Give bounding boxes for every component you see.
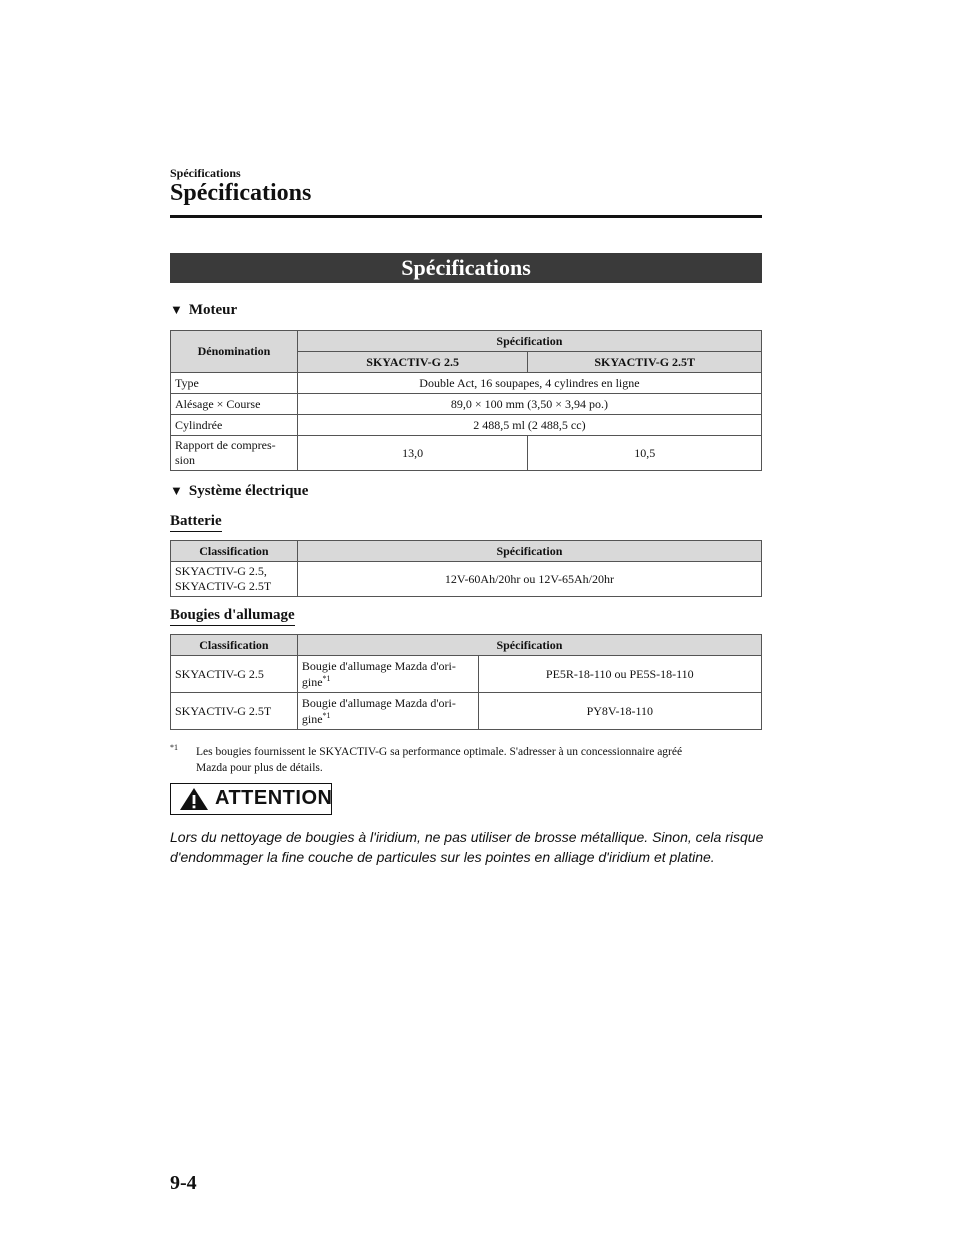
attention-text: Lors du nettoyage de bougies à l'iridium, ne pas utiliser de brosse métallique. Sinon, cela risque d'endommager la fine couche de particules sur les pointes en alliage d'iridium et platine. bbox=[170, 829, 764, 865]
table-row bbox=[171, 656, 762, 693]
triangle-bullet-icon: ▼ bbox=[170, 302, 183, 317]
attention-label-box bbox=[170, 783, 332, 815]
footnote-mark: *1 bbox=[170, 743, 178, 752]
row-label: Alésage × Course bbox=[171, 394, 298, 415]
row-value: Double Act, 16 soupapes, 4 cylindres en ligne bbox=[297, 373, 761, 394]
attention-label: ATTENTION bbox=[215, 787, 333, 809]
row-label: SKYACTIV-G 2.5, SKYACTIV-G 2.5T bbox=[171, 562, 298, 597]
row-label: SKYACTIV-G 2.5 bbox=[171, 656, 298, 693]
row-label: Type bbox=[171, 373, 298, 394]
row-value-b: 10,5 bbox=[528, 436, 762, 471]
col-header-spec: Spécification bbox=[297, 541, 761, 562]
battery-spec-table bbox=[170, 540, 762, 597]
row-value: PE5R-18-110 ou PE5S-18-110 bbox=[478, 656, 761, 693]
table-row bbox=[171, 436, 762, 471]
row-value: PY8V-18-110 bbox=[478, 693, 761, 730]
page-number: 9-4 bbox=[170, 1172, 197, 1194]
battery-heading: Batterie bbox=[170, 513, 222, 532]
table-row bbox=[171, 415, 762, 436]
col-header-classification: Classification bbox=[171, 541, 298, 562]
title-divider bbox=[170, 215, 762, 218]
row-value: 2 488,5 ml (2 488,5 cc) bbox=[297, 415, 761, 436]
col-header-classification: Classification bbox=[171, 635, 298, 656]
table-row bbox=[171, 562, 762, 597]
row-plug-type: Bougie d'allumage Mazda d'ori- gine$^{*1}$ bbox=[297, 693, 478, 730]
col-header-variant-a: SKYACTIV-G 2.5 bbox=[297, 352, 528, 373]
col-header-variant-b: SKYACTIV-G 2.5T bbox=[528, 352, 762, 373]
row-value-a: 13,0 bbox=[297, 436, 528, 471]
row-value: 12V-60Ah/20hr ou 12V-65Ah/20hr bbox=[297, 562, 761, 597]
table-row bbox=[171, 693, 762, 730]
footnote: $^{*1}$ Les bougies fournissent le SKYACTIV-G sa performance optimale. S'adresser à un concessionnaire agréé Mazda pour plus de détails. bbox=[170, 740, 762, 776]
row-plug-type: Bougie d'allumage Mazda d'ori- gine$^{*1}$ bbox=[297, 656, 478, 693]
triangle-bullet-icon: ▼ bbox=[170, 483, 183, 498]
table-row bbox=[171, 394, 762, 415]
page-title: Spécifications bbox=[170, 180, 312, 206]
spark-plugs-heading: Bougies d'allumage bbox=[170, 607, 295, 626]
engine-heading: ▼ Moteur bbox=[170, 302, 238, 318]
electrical-heading: ▼ Système électrique bbox=[170, 483, 309, 499]
row-label: SKYACTIV-G 2.5T bbox=[171, 693, 298, 730]
row-value: 89,0 × 100 mm (3,50 × 3,94 po.) bbox=[297, 394, 761, 415]
col-header-name: Dénomination bbox=[171, 331, 298, 373]
col-header-spec: Spécification bbox=[297, 331, 761, 352]
engine-spec-table bbox=[170, 330, 762, 471]
section-banner: Spécifications bbox=[170, 253, 762, 283]
spark-plug-spec-table bbox=[170, 634, 762, 730]
row-label: Rapport de compres- sion bbox=[171, 436, 298, 471]
col-header-spec: Spécification bbox=[297, 635, 761, 656]
breadcrumb: Spécifications bbox=[170, 166, 241, 180]
warning-triangle-icon bbox=[179, 787, 209, 811]
row-label: Cylindrée bbox=[171, 415, 298, 436]
table-row bbox=[171, 373, 762, 394]
